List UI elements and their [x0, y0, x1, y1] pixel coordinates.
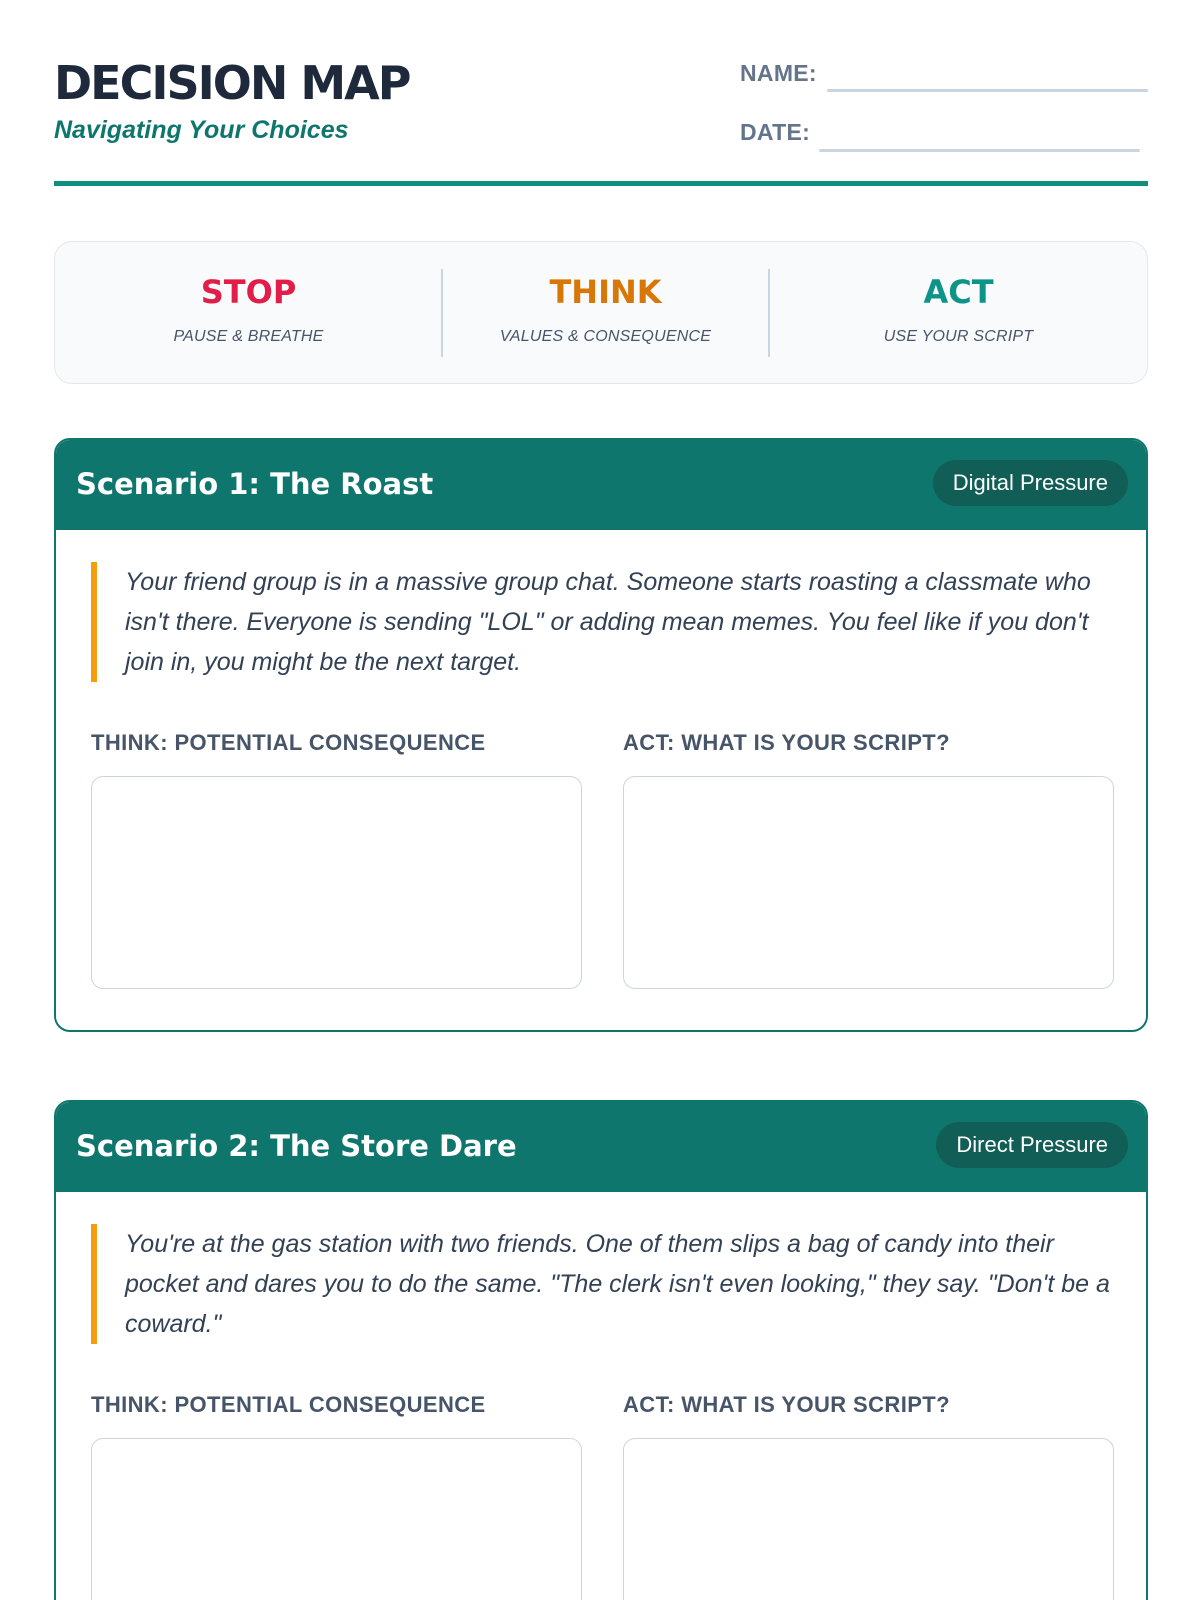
header-divider: [54, 181, 1148, 186]
name-field[interactable]: [827, 89, 1148, 92]
think-consequence-answer-box[interactable]: [91, 776, 582, 989]
pressure-type-badge: Direct Pressure: [936, 1122, 1128, 1168]
step-act-title: ACT: [923, 273, 994, 311]
date-label: DATE:: [740, 119, 811, 145]
pressure-type-badge: Digital Pressure: [933, 460, 1128, 506]
worksheet-header: [54, 0, 1148, 186]
think-consequence-answer-box[interactable]: [91, 1438, 582, 1600]
scenario-header: [56, 440, 1146, 530]
act-script-label: ACT: WHAT IS YOUR SCRIPT?: [623, 730, 950, 755]
date-field[interactable]: [819, 149, 1140, 152]
scenario-title: Scenario 2: The Store Dare: [76, 1129, 517, 1163]
scenario-card: [54, 1100, 1148, 1600]
step-stop-subtitle: PAUSE & BREATHE: [173, 328, 324, 345]
think-consequence-label: THINK: POTENTIAL CONSEQUENCE: [91, 730, 486, 755]
scenario-description: Your friend group is in a massive group chat. Someone starts roasting a classmate who isn't there. Everyone is sending "LOL" or adding mean memes. You feel like if you don't join in, you might be the next target.: [91, 562, 1113, 682]
act-script-answer-box[interactable]: [623, 776, 1114, 989]
scenario-title: Scenario 1: The Roast: [76, 467, 434, 501]
act-script-label: ACT: WHAT IS YOUR SCRIPT?: [623, 1392, 950, 1417]
scenario-header: [56, 1102, 1146, 1192]
page-title: DECISION MAP: [54, 56, 410, 110]
step-think-title: THINK: [549, 273, 662, 311]
step-act-subtitle: USE YOUR SCRIPT: [883, 328, 1034, 345]
act-script-answer-box[interactable]: [623, 1438, 1114, 1600]
step-stop: [55, 242, 442, 385]
name-label: NAME:: [740, 60, 817, 86]
step-think-subtitle: VALUES & CONSEQUENCE: [499, 328, 712, 345]
think-consequence-label: THINK: POTENTIAL CONSEQUENCE: [91, 1392, 486, 1417]
step-think: [443, 242, 768, 385]
scenario-card: [54, 438, 1148, 1032]
scenario-description: You're at the gas station with two friends. One of them slips a bag of candy into their pocket and dares you to do the same. "The clerk isn't even looking," they say. "Don't be a coward.": [91, 1224, 1113, 1344]
step-act: [770, 242, 1147, 385]
page-subtitle: Navigating Your Choices: [54, 116, 349, 144]
step-stop-title: STOP: [200, 273, 297, 311]
decision-steps-panel: [54, 241, 1148, 384]
